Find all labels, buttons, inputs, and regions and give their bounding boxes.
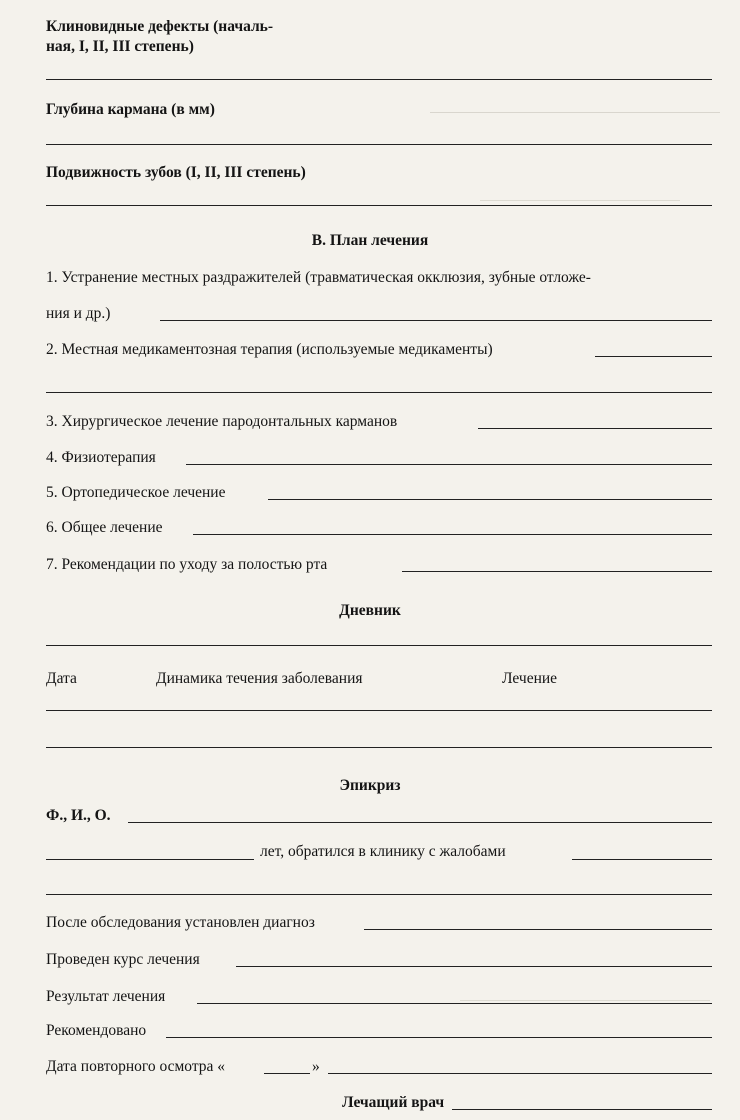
tooth-mobility-label: Подвижность зубов (I, II, III степень) — [46, 164, 306, 181]
fio-field[interactable] — [128, 822, 712, 823]
course-field[interactable] — [236, 966, 712, 967]
diagnosis-label: После обследования установлен диагноз — [46, 914, 315, 931]
plan-item-6-label: 6. Общее лечение — [46, 519, 163, 536]
complaints-field[interactable] — [572, 859, 712, 860]
epicrisis-heading: Эпикриз — [339, 777, 401, 794]
plan-item-4-field[interactable] — [186, 464, 712, 465]
diagnosis-field[interactable] — [364, 929, 712, 930]
plan-item-3-label: 3. Хирургическое лечение пародонтальных карманов — [46, 413, 398, 430]
reexam-date-label: Дата повторного осмотра « — [46, 1058, 226, 1075]
plan-item-2-field[interactable] — [595, 356, 712, 357]
diary-col-dynamics: Динамика течения заболевания — [156, 670, 363, 687]
fio-label: Ф., И., О. — [46, 807, 111, 824]
plan-item-1-label: 1. Устранение местных раздражителей (травматическая окклюзия, зубные отложе- — [46, 269, 591, 286]
diary-line[interactable] — [46, 710, 712, 711]
complaints-field-cont[interactable] — [46, 894, 712, 895]
bleed-through-texture — [60, 710, 660, 723]
reexam-day-field[interactable] — [264, 1073, 310, 1074]
result-field[interactable] — [197, 1003, 712, 1004]
diary-line[interactable] — [46, 747, 712, 748]
diary-line[interactable] — [46, 645, 712, 646]
diary-col-treatment: Лечение — [502, 670, 558, 687]
wedge-defects-label: Клиновидные дефекты (началь- — [46, 18, 274, 35]
bleed-through-texture — [430, 112, 720, 125]
plan-item-7-field[interactable] — [402, 571, 712, 572]
plan-item-5-field[interactable] — [268, 499, 712, 500]
diary-col-date: Дата — [46, 670, 77, 687]
plan-item-7-label: 7. Рекомендации по уходу за полостью рта — [46, 556, 328, 573]
bleed-through-texture — [460, 1000, 710, 1013]
plan-item-5-label: 5. Ортопедическое лечение — [46, 484, 226, 501]
wedge-defects-field[interactable] — [46, 79, 712, 80]
bleed-through-texture — [480, 200, 680, 213]
wedge-defects-label-cont: ная, I, II, III степень) — [46, 38, 194, 55]
course-label: Проведен курс лечения — [46, 951, 200, 968]
tooth-mobility-field[interactable] — [46, 205, 712, 206]
diary-heading: Дневник — [339, 602, 401, 619]
plan-item-3-field[interactable] — [478, 428, 712, 429]
doctor-label: Лечащий врач — [342, 1094, 445, 1111]
plan-item-2-label: 2. Местная медикаментозная терапия (используемые медикаменты) — [46, 341, 493, 358]
recommended-field[interactable] — [166, 1037, 712, 1038]
plan-item-1-label-cont: ния и др.) — [46, 305, 111, 322]
reexam-date-close: » — [312, 1058, 320, 1075]
plan-item-2-field-cont[interactable] — [46, 392, 712, 393]
age-field[interactable] — [46, 859, 254, 860]
reexam-month-year-field[interactable] — [328, 1073, 712, 1074]
pocket-depth-label: Глубина кармана (в мм) — [46, 101, 215, 118]
pocket-depth-field[interactable] — [46, 144, 712, 145]
recommended-label: Рекомендовано — [46, 1022, 147, 1039]
plan-item-4-label: 4. Физиотерапия — [46, 449, 156, 466]
plan-item-1-field[interactable] — [160, 320, 712, 321]
result-label: Результат лечения — [46, 988, 166, 1005]
doctor-signature-field[interactable] — [452, 1109, 712, 1110]
age-complaints-label: лет, обратился в клинику с жалобами — [260, 843, 506, 860]
treatment-plan-heading: В. План лечения — [311, 232, 429, 249]
plan-item-6-field[interactable] — [193, 534, 712, 535]
